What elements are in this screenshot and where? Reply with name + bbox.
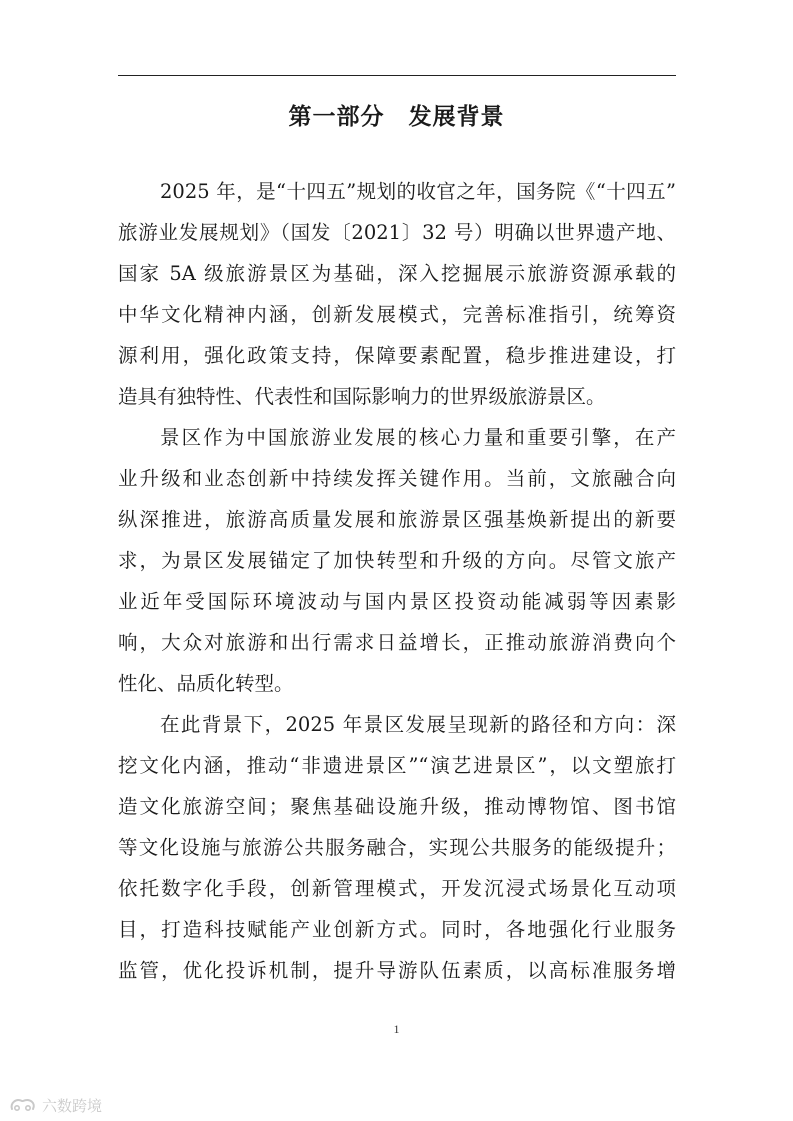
text-line: 业近年受国际环境波动与国内景区投资动能减弱等因素影 xyxy=(118,590,676,613)
text-line: 旅游业发展规划》（国发〔2021〕32 号）明确以世界遗产地、 xyxy=(118,221,676,244)
text-line: 依托数字化手段，创新管理模式，开发沉浸式场景化互动项 xyxy=(118,877,676,900)
text-line: 挖文化内涵，推动“非遗进景区”“演艺进景区”，以文塑旅打 xyxy=(118,754,676,777)
text-line: 中华文化精神内涵，创新发展模式，完善标准指引，统筹资 xyxy=(118,303,676,326)
text-line: 等文化设施与旅游公共服务融合，实现公共服务的能级提升； xyxy=(118,836,676,859)
text-line: 响，大众对旅游和出行需求日益增长，正推动旅游消费向个 xyxy=(118,631,676,654)
text-line: 源利用，强化政策支持，保障要素配置，稳步推进建设，打 xyxy=(118,344,676,367)
brand-logo-icon xyxy=(8,1095,38,1115)
text-line: 纵深推进，旅游高质量发展和旅游景区强基焕新提出的新要 xyxy=(118,508,676,531)
text-line: 业升级和业态创新中持续发挥关键作用。当前，文旅融合向 xyxy=(118,467,676,490)
page-number: 1 xyxy=(393,1022,400,1036)
watermark-text: 六数跨境 xyxy=(42,1096,103,1115)
text-line: 性化、品质化转型。 xyxy=(118,672,294,695)
text-line: 造文化旅游空间；聚焦基础设施升级，推动博物馆、图书馆 xyxy=(118,795,676,818)
text-line: 监管，优化投诉机制，提升导游队伍素质，以高标准服务增 xyxy=(118,959,676,982)
text-line: 求，为景区发展锚定了加快转型和升级的方向。尽管文旅产 xyxy=(118,549,676,572)
text-line: 造具有独特性、代表性和国际影响力的世界级旅游景区。 xyxy=(118,385,606,408)
body-text xyxy=(118,171,676,991)
text-line: 国家 5A 级旅游景区为基础，深入挖掘展示旅游资源承载的 xyxy=(118,262,676,285)
header-rule xyxy=(118,75,676,76)
watermark xyxy=(8,1094,102,1116)
text-line: 目，打造科技赋能产业创新方式。同时，各地强化行业服务 xyxy=(118,918,676,941)
paragraph-3 xyxy=(118,704,676,991)
text-line: 2025 年，是“十四五”规划的收官之年，国务院《“十四五” xyxy=(160,180,676,203)
text-line: 景区作为中国旅游业发展的核心力量和重要引擎，在产 xyxy=(160,426,676,449)
text-line: 在此背景下，2025 年景区发展呈现新的路径和方向：深 xyxy=(160,713,676,736)
paragraph-1 xyxy=(118,171,676,417)
section-heading: 第一部分 发展背景 xyxy=(288,103,505,130)
paragraph-2 xyxy=(118,417,676,704)
